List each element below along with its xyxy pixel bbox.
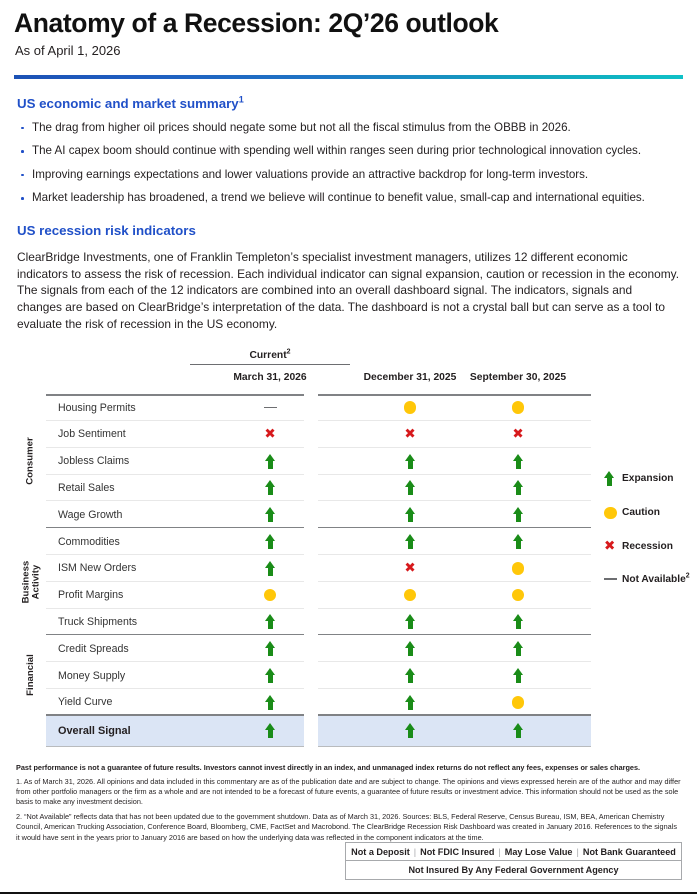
indicator-label: Jobless Claims [58, 455, 129, 467]
summary-heading-text: US economic and market summary [17, 96, 239, 111]
overall-bottom-rule-left [46, 746, 304, 747]
legend-item-recession [604, 540, 697, 554]
legend-label: Expansion [622, 473, 674, 484]
list-item: The AI capex boom should continue with spending well within ranges seen during prior technological innovation cycles. [14, 144, 683, 158]
table-row [46, 421, 591, 448]
not-available-dash-icon [264, 407, 277, 409]
category-label-business-activity [20, 528, 42, 635]
signal-earlier [438, 555, 598, 582]
expansion-arrow-icon [265, 507, 276, 522]
indicators-heading: US recession risk indicators [17, 223, 683, 238]
legend-item-not-available [604, 574, 697, 585]
expansion-arrow-icon [405, 614, 416, 629]
disclosure-item: Not Bank Guaranteed [583, 847, 676, 857]
signal-current [190, 394, 350, 421]
expansion-arrow-icon [513, 668, 524, 683]
category-label-text: Consumer [26, 437, 36, 484]
signal-current [190, 689, 350, 716]
footnote-1: 1. As of March 31, 2026. All opinions and data included in this commentary are as of the publication date and are subject to change. The opinions and views expressed herein are of the author and may differ from other portfolio managers or the firm as a whole and are not intended to be a forecast of future events, a guarantee of future results or investment advice. This information should not be used as the sole basis to make any investment decision. [16, 777, 681, 808]
disclosure-item: May Lose Value [505, 847, 573, 857]
header-divider [14, 75, 683, 79]
indicators-paragraph: ClearBridge Investments, one of Franklin Templeton’s specialist investment managers, utilizes 12 different economic indicators to assess the risk of recession. Each individual indicator can signal expansion, caution or recession in the economy. The signals from each of the 12 indicators are combined into an overall dashboard signal. The indicators, signals and changes are based on ClearBridge’s interpretation of the data. The dashboard is not a crystal ball but can serve as a tool to evaluate the risk of recession in the US economy. [17, 249, 680, 334]
expansion-arrow-icon [513, 534, 524, 549]
list-item: Market leadership has broadened, a trend we believe will continue to benefit value, small-cap and international equities. [14, 191, 683, 205]
signal-earlier [438, 501, 598, 528]
expansion-arrow-icon [265, 668, 276, 683]
recession-x-icon: ✖ [264, 428, 275, 442]
expansion-arrow-icon [265, 454, 276, 469]
caution-circle-icon [404, 401, 417, 414]
expansion-arrow-icon [604, 471, 622, 486]
legend-label: Caution [622, 507, 660, 518]
signal-earlier [438, 689, 598, 716]
expansion-arrow-icon [405, 507, 416, 522]
disclosure-separator: | [410, 847, 420, 857]
expansion-arrow-icon [265, 561, 276, 576]
disclosure-bottom-row: Not Insured By Any Federal Government Agency [346, 861, 681, 879]
disclosure-separator: | [573, 847, 583, 857]
legend-label-text: Not Available [622, 574, 686, 585]
column-header-prior-date: December 31, 2025 [330, 372, 490, 383]
table-row [46, 689, 591, 716]
expansion-arrow-icon [265, 641, 276, 656]
category-label-text: Financial [26, 655, 36, 697]
expansion-arrow-icon [265, 695, 276, 710]
category-label-financial [20, 635, 42, 715]
indicator-label: Housing Permits [58, 402, 136, 414]
recession-dashboard-table [46, 350, 591, 746]
current-group-superscript: 2 [287, 349, 291, 356]
caution-circle-icon [404, 589, 417, 602]
disclosure-item: Not a Deposit [351, 847, 410, 857]
expansion-arrow-icon [405, 723, 416, 738]
expansion-arrow-icon [405, 454, 416, 469]
expansion-arrow-icon [265, 480, 276, 495]
disclosure-separator: | [494, 847, 504, 857]
signal-earlier [438, 394, 598, 421]
footnote-disclaimer: Past performance is not a guarantee of future results. Investors cannot invest directly in an index, and unmanaged index returns do not reflect any fees, expenses or sales charges. [16, 763, 681, 773]
caution-circle-icon [264, 589, 277, 602]
expansion-arrow-icon [265, 723, 276, 738]
expansion-arrow-icon [405, 641, 416, 656]
caution-circle-icon [604, 507, 622, 520]
legend-label: Recession [622, 541, 673, 552]
expansion-arrow-icon [513, 614, 524, 629]
table-row [46, 501, 591, 528]
page-subtitle: As of April 1, 2026 [15, 43, 683, 58]
expansion-arrow-icon [513, 641, 524, 656]
table-row [46, 582, 591, 609]
category-label-text: Business Activity [21, 560, 41, 603]
table-row [46, 475, 591, 502]
column-header-earlier-date: September 30, 2025 [438, 372, 598, 383]
overall-signal-row [46, 716, 591, 746]
caution-circle-icon [512, 696, 525, 709]
signal-current [190, 662, 350, 689]
indicator-label: Truck Shipments [58, 616, 137, 628]
summary-heading-superscript: 1 [239, 94, 244, 104]
signal-earlier [438, 448, 598, 475]
expansion-arrow-icon [513, 480, 524, 495]
overall-signal-current [190, 716, 350, 746]
expansion-arrow-icon [265, 534, 276, 549]
signal-earlier [438, 582, 598, 609]
signal-current [190, 448, 350, 475]
footnote-2: 2. “Not Available” reflects data that has not been updated due to the government shutdown. Data as of March 31, 2026. Sources: BLS, Federal Reserve, Census Bureau, ISM, BEA, American Chemistry Council, American Trucking Association, Conference Board, Bloomberg, CME, FactSet and Macrobond. The ClearBridge Recession Risk Dashboard was created in January 2016. References to the signals it would have sent in the years prior to January 2016 are based on how the underlying data was reflected in the component indicators at the time. [16, 812, 681, 843]
not-available-dash-icon [604, 578, 622, 580]
signal-current [190, 421, 350, 448]
indicator-label: Retail Sales [58, 482, 115, 494]
signal-earlier [438, 475, 598, 502]
legend-label [622, 574, 690, 585]
legend-label-superscript: 2 [686, 572, 690, 579]
caution-circle-icon [512, 401, 525, 414]
legend-item-caution [604, 507, 697, 520]
caution-circle-icon [512, 562, 525, 575]
page-title: Anatomy of a Recession: 2Q’26 outlook [14, 9, 683, 39]
category-label-consumer [20, 394, 42, 528]
expansion-arrow-icon [513, 454, 524, 469]
expansion-arrow-icon [265, 614, 276, 629]
indicator-label: Commodities [58, 536, 120, 548]
table-row [46, 609, 591, 636]
disclosure-top-row [346, 843, 681, 861]
recession-x-icon: ✖ [512, 428, 523, 442]
signal-current [190, 555, 350, 582]
signal-earlier [438, 662, 598, 689]
expansion-arrow-icon [405, 695, 416, 710]
footnotes [14, 763, 683, 843]
table-row [46, 635, 591, 662]
disclosure-item: Not FDIC Insured [420, 847, 494, 857]
column-date-headers [46, 368, 591, 394]
table-header [46, 350, 591, 394]
expansion-arrow-icon [405, 534, 416, 549]
indicator-label: Money Supply [58, 670, 125, 682]
signal-current [190, 582, 350, 609]
signal-legend [604, 471, 697, 605]
indicator-label: Job Sentiment [58, 428, 126, 440]
expansion-arrow-icon [513, 723, 524, 738]
signal-current [190, 528, 350, 555]
table-row [46, 394, 591, 421]
indicator-label: Yield Curve [58, 696, 112, 708]
indicator-label: Wage Growth [58, 509, 122, 521]
recession-x-icon: ✖ [404, 562, 415, 576]
summary-bullet-list [14, 121, 683, 206]
page-root [0, 9, 697, 894]
list-item: The drag from higher oil prices should negate some but not all the fiscal stimulus from the OBBB in 2026. [14, 121, 683, 135]
table-row [46, 555, 591, 582]
current-group-label: Current [249, 350, 286, 361]
signal-earlier [438, 635, 598, 662]
disclosure-box [345, 842, 682, 880]
table-body [46, 394, 591, 716]
current-group-underline [190, 364, 350, 365]
overall-signal-label: Overall Signal [58, 725, 131, 737]
signal-earlier [438, 528, 598, 555]
list-item: Improving earnings expectations and lower valuations provide an attractive backdrop for long-term investors. [14, 168, 683, 182]
indicator-label: Profit Margins [58, 589, 123, 601]
table-row [46, 448, 591, 475]
column-header-current-date: March 31, 2026 [190, 372, 350, 383]
overall-bottom-rule-right [318, 746, 591, 747]
recession-x-icon: ✖ [404, 428, 415, 442]
signal-earlier [438, 421, 598, 448]
expansion-arrow-icon [405, 668, 416, 683]
signal-current [190, 475, 350, 502]
expansion-arrow-icon [513, 507, 524, 522]
signal-current [190, 635, 350, 662]
signal-current [190, 609, 350, 636]
recession-x-icon: ✖ [604, 540, 622, 554]
caution-circle-icon [512, 589, 525, 602]
indicator-label: Credit Spreads [58, 643, 129, 655]
table-row [46, 662, 591, 689]
indicator-label: ISM New Orders [58, 562, 136, 574]
legend-item-expansion [604, 471, 697, 486]
current-group-header [190, 350, 350, 365]
signal-current [190, 501, 350, 528]
table-row [46, 528, 591, 555]
expansion-arrow-icon [405, 480, 416, 495]
overall-signal-earlier [438, 716, 598, 746]
signal-earlier [438, 609, 598, 636]
summary-heading [17, 96, 683, 111]
